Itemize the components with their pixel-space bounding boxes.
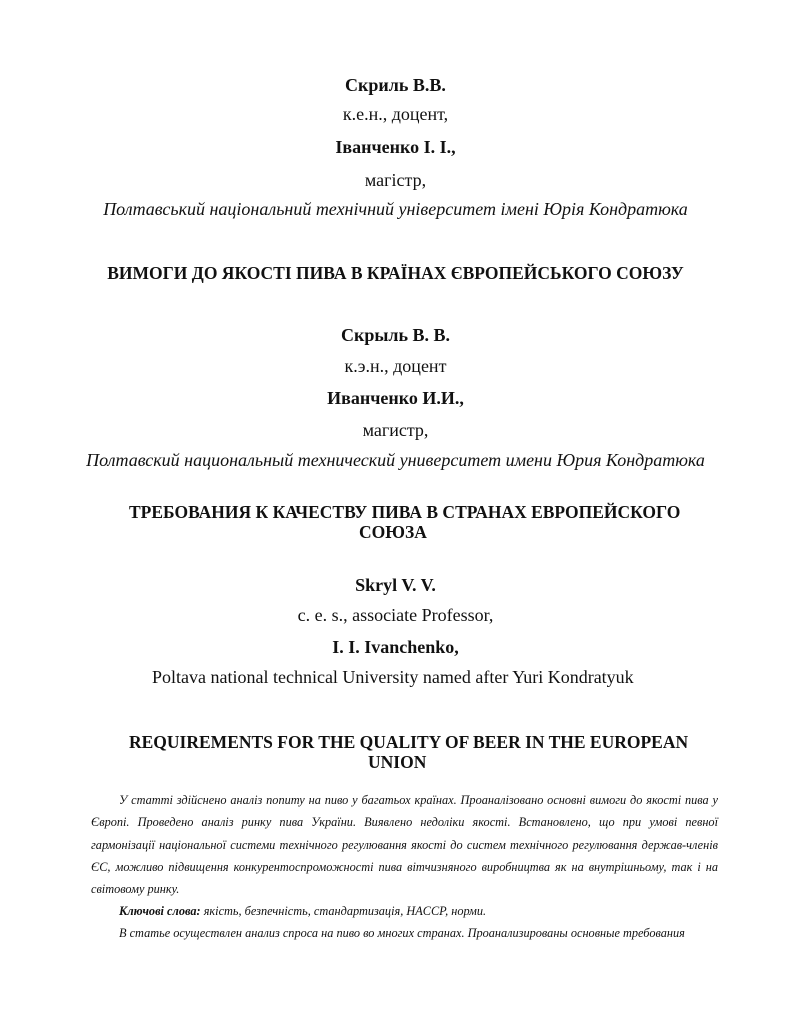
keywords-label: Ключові слова: — [119, 904, 201, 918]
affiliation-ua: Полтавський національний технічний університет імені Юрія Кондратюка — [103, 199, 688, 219]
affiliation-ru: Полтавский национальный технический университет имени Юрия Кондратюка — [86, 450, 705, 470]
keywords-ua — [119, 900, 486, 922]
author-en-1: Skryl V. V. — [355, 575, 436, 595]
title-en-line1: REQUIREMENTS FOR THE QUALITY OF BEER IN THE EUROPEAN — [129, 732, 689, 752]
abstract-ru-start: В статье осуществлен анализ спроса на пиво во многих странах. Проанализированы основные требования — [119, 926, 685, 940]
degree-ru-1: к.э.н., доцент — [344, 356, 447, 376]
degree-ua-1: к.е.н., доцент, — [342, 104, 449, 124]
degree-en-1: c. e. s., associate Professor, — [297, 605, 494, 625]
author-ru-2: Иванченко И.И., — [327, 388, 464, 408]
author-ua-2: Іванченко І. І., — [335, 137, 456, 157]
affiliation-en: Poltava national technical University named after Yuri Kondratyuk — [152, 667, 634, 687]
keywords-text: якість, безпечність, стандартизація, HACCP, норми. — [200, 904, 487, 918]
title-ua: ВИМОГИ ДО ЯКОСТІ ПИВА В КРАЇНАХ ЄВРОПЕЙСЬКОГО СОЮЗУ — [107, 263, 684, 283]
author-ua-1: Скриль В.В. — [345, 75, 446, 95]
degree-ua-2: магістр, — [364, 170, 427, 190]
abstract-ua: У статті здійснено аналіз попиту на пиво у багатьох країнах. Проаналізовано основні вимоги до якості пива у Європі. Проведено аналіз ринку пива України. Виявлено недоліки якості. Встановлено, що при умові певної гармонізації національної системи технічного регулювання якості до систем технічного регулювання держав-членів ЄС, можливо підвищення конкурентоспроможності пива вітчизняного виробництва як на внутрішньому, так і на світовому ринку. — [91, 793, 718, 897]
author-en-2: I. I. Ivanchenko, — [332, 637, 459, 657]
author-ru-1: Скрыль В. В. — [340, 325, 451, 345]
title-ru-line1: ТРЕБОВАНИЯ К КАЧЕСТВУ ПИВА В СТРАНАХ ЕВРОПЕЙСКОГО — [129, 502, 681, 522]
title-en-line2: UNION — [368, 752, 427, 772]
title-ru-line2: СОЮЗА — [359, 522, 427, 542]
degree-ru-2: магистр, — [362, 420, 429, 440]
